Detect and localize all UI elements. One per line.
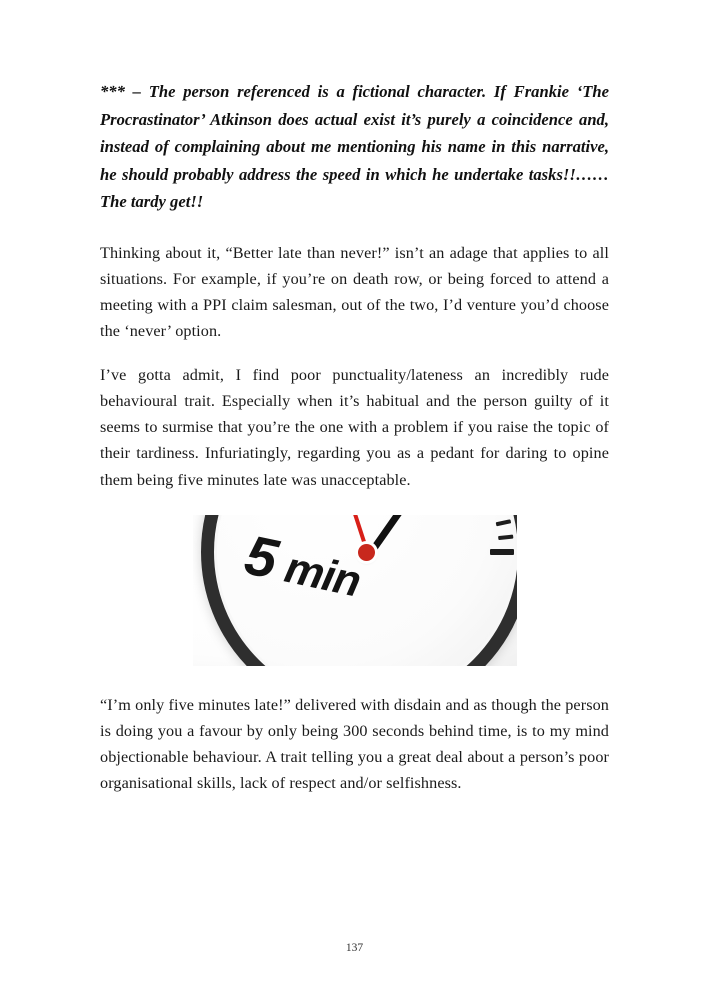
page-number: 137 [345,942,364,954]
body-paragraph-1: Thinking about it, “Better late than never!” isn’t an adage that applies to all situations. For example, if you’re on death row, or being forced to attend a meeting with a PPI claim salesman, out of the two, I’d venture you’d choose the ‘never’ option. [100,243,609,341]
page-content [100,78,609,814]
body-paragraph-2: I’ve gotta admit, I find poor punctuality/lateness an incredibly rude behavioural trait. Especially when it’s habitual and the person guilty of it seems to surmise that you’re the one with a problem if you raise the topic of their tardiness. Infuriatingly, regarding you as a pedant for daring to opine them being five minutes late was unacceptable. [100,365,609,489]
five-min-number: 5 [239,522,282,591]
clock-rim [201,515,517,666]
figure-container [100,515,609,666]
body-paragraph-3: “I’m only five minutes late!” delivered with disdain and as though the person is doing you a favour by only being 300 seconds behind time, is to my mind objectionable behaviour. A trait telling you a great deal about a person’s poor organisational skills, lack of respect and/or selfishness. [100,695,609,793]
footnote-paragraph: *** – The person referenced is a fictional character. If Frankie ‘The Procrastinator’ Atkinson does actual exist it’s purely a coincidence and, instead of complaining about me mentioning his name in this narrative, he should probably address the speed in which he undertake tasks!!…… The tardy get!! [100,82,609,212]
clock-figure [193,515,517,666]
five-min-unit: min [280,542,364,607]
